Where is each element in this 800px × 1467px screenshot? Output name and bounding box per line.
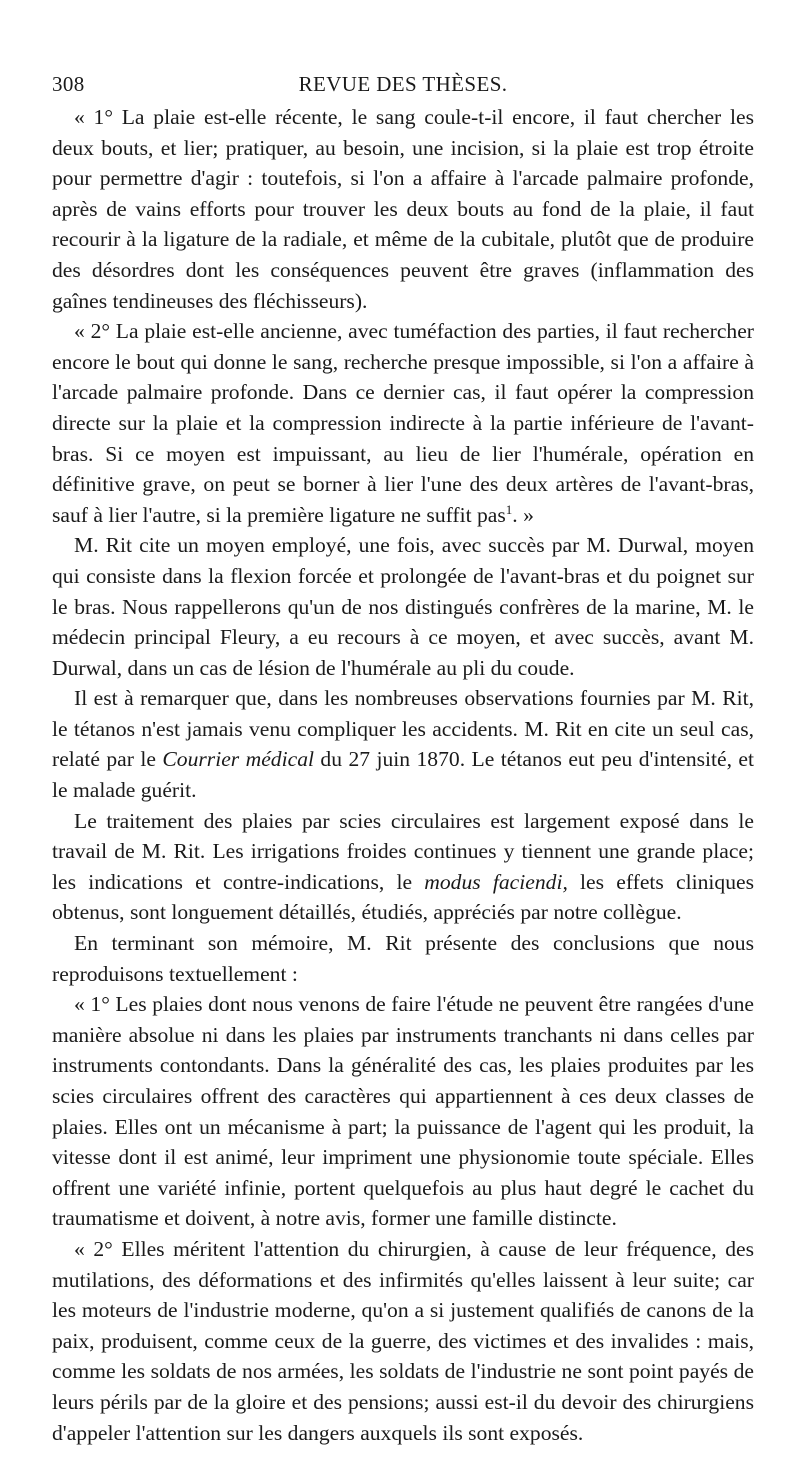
paragraph-tetanos-b: du 27 juin 1870. Le tétanos eut peu d'intensité, et le malade guérit. bbox=[52, 747, 755, 803]
body-text bbox=[52, 102, 754, 1448]
footnote-marker: 1 bbox=[505, 501, 513, 517]
latin-phrase: modus faciendi, bbox=[424, 869, 568, 894]
paragraph-quote-2-text: « 2° La plaie est-elle ancienne, avec tuméfaction des parties, il faut rechercher encore le bout qui donne le sang, recherche presque impossible, si l'on a affaire à l'arcade palmaire profonde. Dans ce dernier cas, il faut opérer la compression directe sur la plaie et la compression indirecte à la partie inférieure de l'avant-bras. Si ce moyen est impuissant, au lieu de lier l'humérale, opération en définitive grave, on peut se borner à lier l'une des deux artères de l'avant-bras, sauf à lier l'autre, si la première ligature ne suffit pas bbox=[52, 319, 754, 527]
paragraph-quote-2-end: . » bbox=[512, 502, 534, 527]
paragraph-durwal: M. Rit cite un moyen employé, une fois, avec succès par M. Durwal, moyen qui consiste dans la flexion forcée et prolongée de l'avant-bras et du poignet sur le bras. Nous rappellerons qu'un de nos distingués confrères de la marine, M. le médecin principal Fleury, a eu recours à ce moyen, et avec succès, avant M. Durwal, dans un cas de lésion de l'humérale au pli du coude. bbox=[52, 533, 754, 680]
paragraph-quote-2 bbox=[52, 316, 754, 530]
page-number: 308 bbox=[52, 72, 85, 96]
paragraph-conclusion-1: « 1° Les plaies dont nous venons de faire l'étude ne peuvent être rangées d'une manière absolue ni dans les plaies par instruments tranchants ni dans celles par instruments contondants. Dans la généralité des cas, les plaies produites par les scies circulaires offrent des caractères qui appartiennent à ces deux classes de plaies. Elles ont un mécanisme à part; la puissance de l'agent qui les produit, la vitesse dont il est animé, leur impriment une physionomie toute spéciale. Elles offrent une variété infinie, portent quelquefois au plus haut degré le cachet du traumatisme et doivent, à notre avis, former une famille distincte. bbox=[52, 992, 754, 1231]
paragraph-conclusion-2: « 2° Elles méritent l'attention du chirurgien, à cause de leur fréquence, des mutilations, des déformations et des infirmités qu'elles laissent à leur suite; car les moteurs de l'industrie moderne, qu'on a si justement qualifiés de canons de la paix, produisent, comme ceux de la guerre, des victimes et des invalides : mais, comme les soldats de nos armées, les soldats de l'industrie ne sont point payés de leurs périls par de la gloire et des pensions; aussi est-il du devoir des chirurgiens d'appeler l'attention sur les dangers auxquels ils sont exposés. bbox=[52, 1236, 754, 1445]
paragraph-tetanos bbox=[52, 683, 754, 805]
paragraph-traitement-b: les effets cliniques obtenus, sont longuement détaillés, étudiés, appréciés par notre collègue. bbox=[52, 869, 754, 925]
journal-title: Courrier médical bbox=[162, 747, 314, 772]
running-title: REVUE DES THÈSES. bbox=[298, 72, 508, 96]
paragraph-tetanos-a: Il est à remarquer que, dans les nombreuses observations fournies par M. Rit, le tétanos n'est jamais venu compliquer les accidents. M. Rit en cite un seul cas, relaté par le bbox=[52, 686, 754, 772]
paragraph-quote-1: « 1° La plaie est-elle récente, le sang coule-t-il encore, il faut chercher les deux bouts, et lier; pratiquer, au besoin, une incision, si la plaie est trop étroite pour permettre d'agir : toutefois, si l'on a affaire à l'arcade palmaire profonde, après de vains efforts pour trouver les deux bouts au fond de la plaie, il faut recourir à la ligature de la radiale, et même de la cubitale, plutôt que de produire des désordres dont les conséquences peuvent être graves (inflammation des gaînes tendineuses des fléchisseurs). bbox=[52, 105, 754, 313]
paragraph-traitement-a: Le traitement des plaies par scies circulaires est largement exposé dans le travail de M. Rit. Les irrigations froides continues y tiennent une grande place; les indications et contre-indications, le bbox=[52, 808, 754, 894]
paragraph-conclusions-intro: En terminant son mémoire, M. Rit présente des conclusions que nous reproduisons textuellement : bbox=[52, 931, 754, 986]
page-header bbox=[52, 72, 754, 102]
paragraph-traitement bbox=[52, 806, 754, 928]
